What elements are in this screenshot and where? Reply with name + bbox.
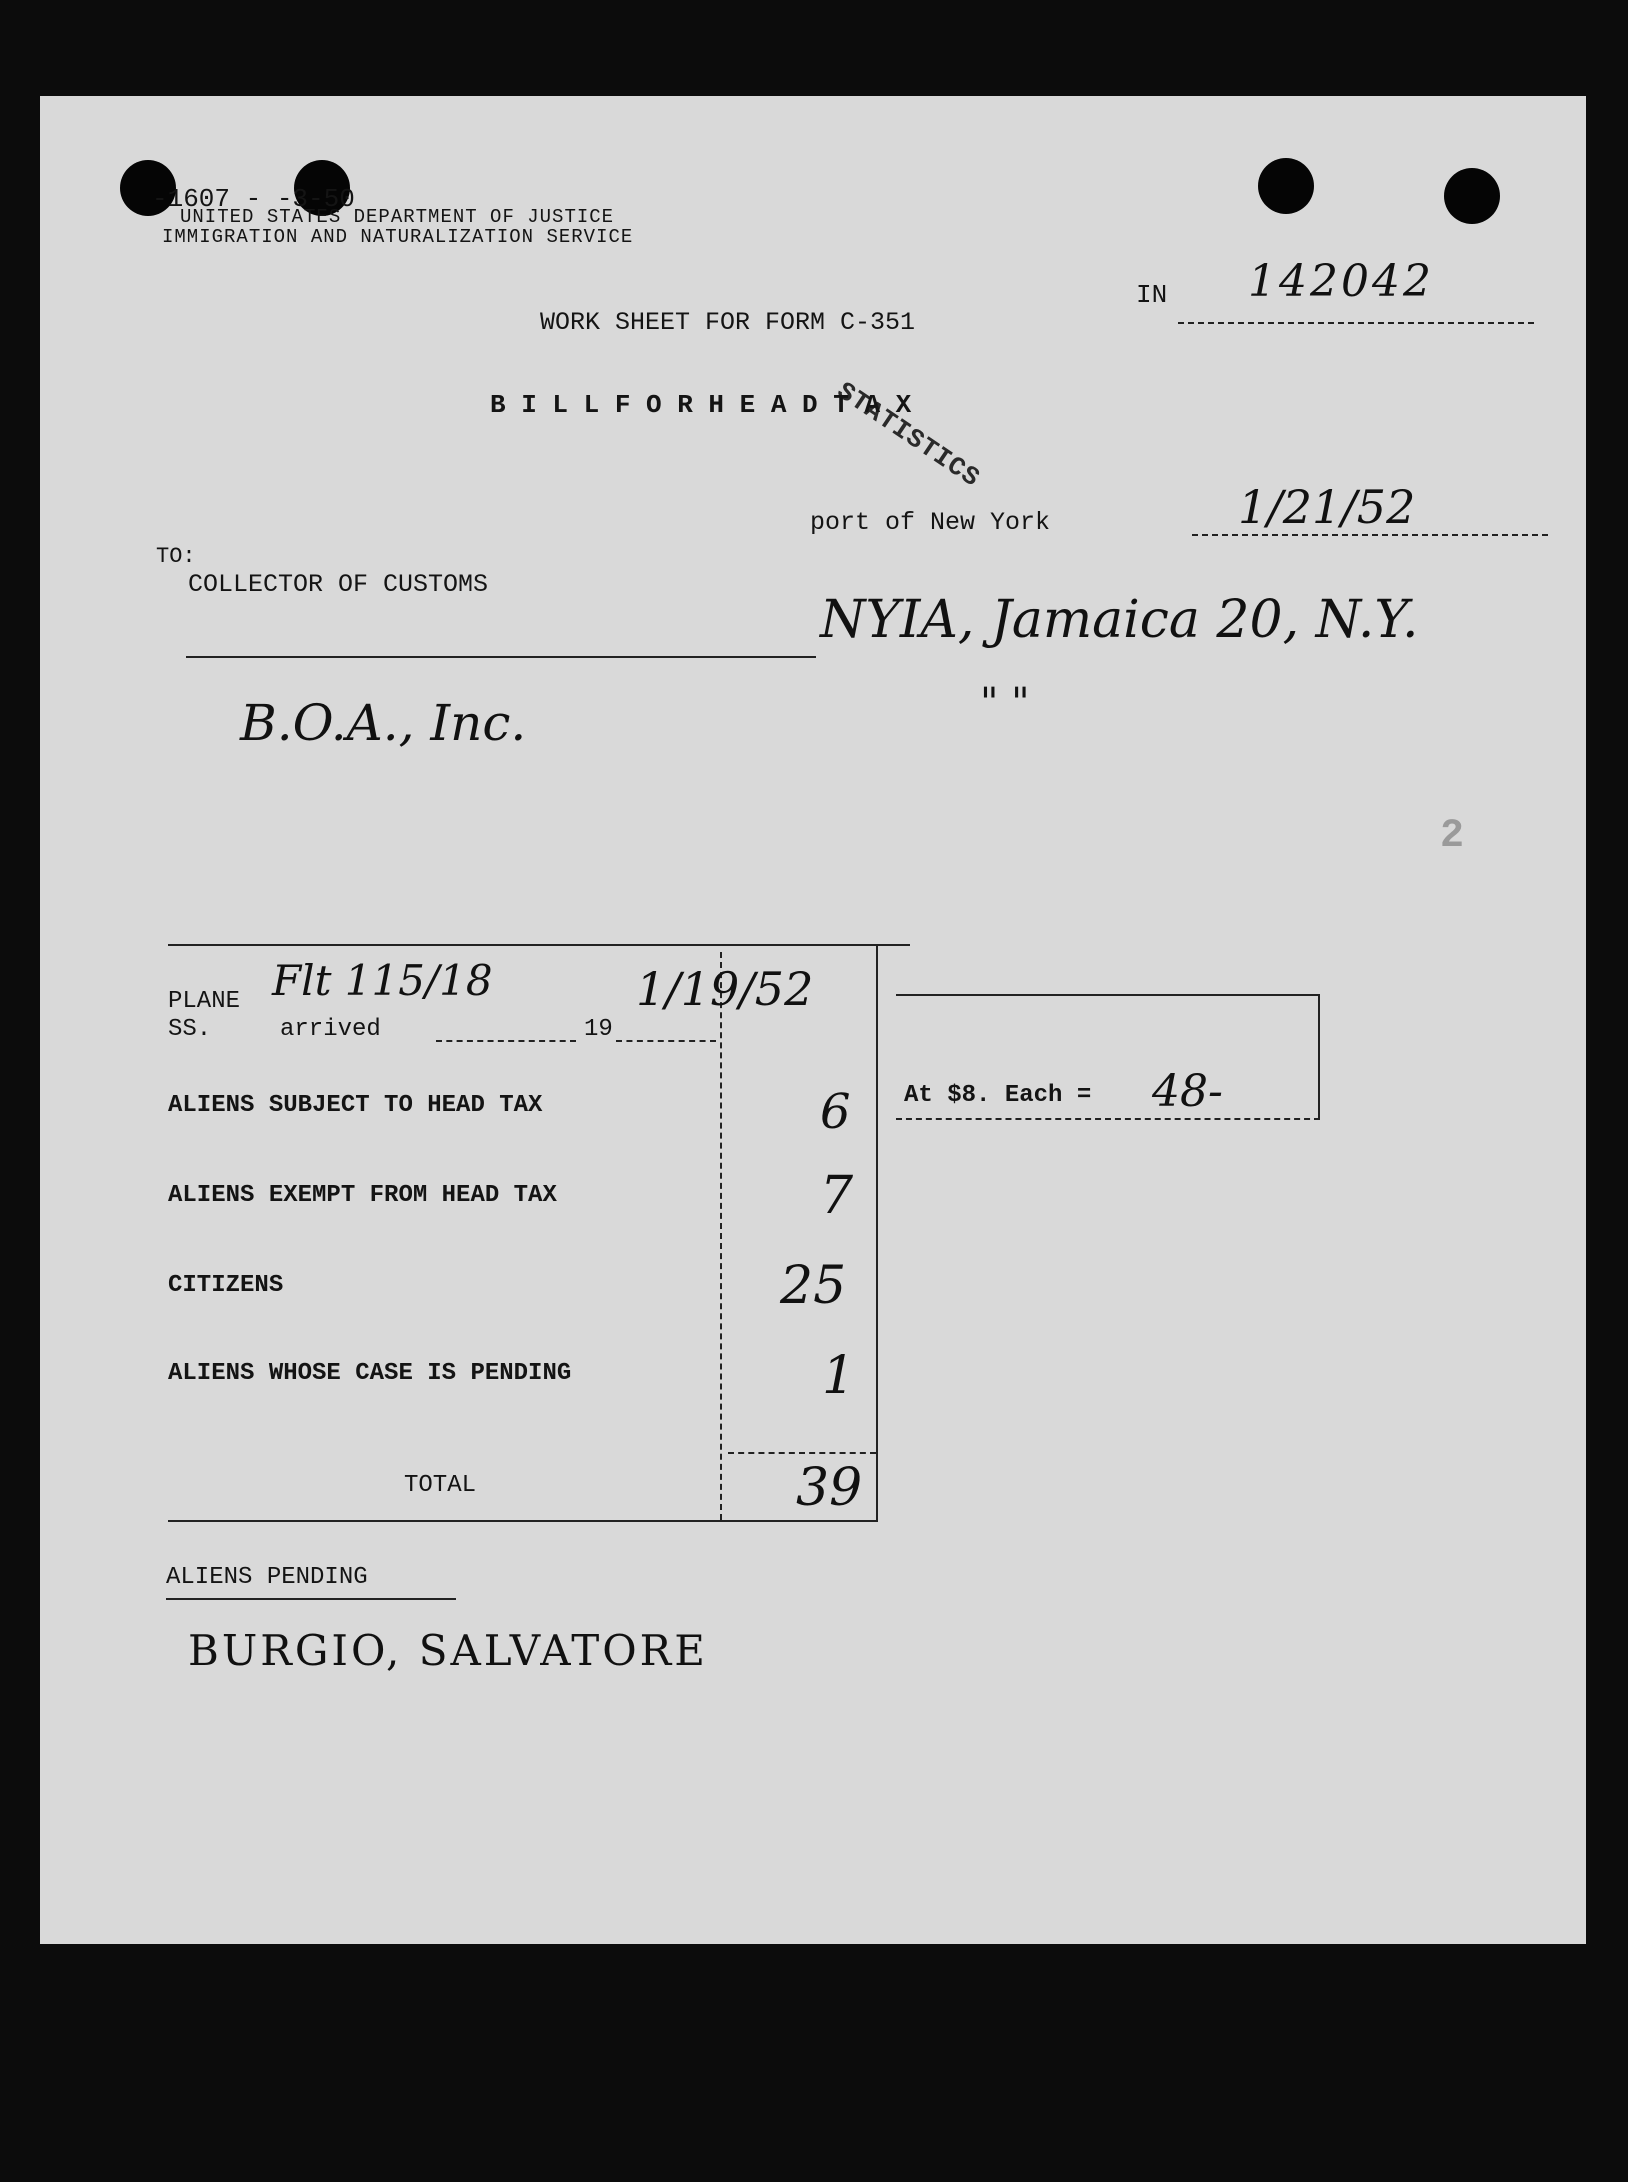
date-underline: [1192, 534, 1548, 536]
in-label: IN: [1136, 280, 1168, 310]
count-value-subject: 6: [820, 1084, 851, 1140]
table-right-border: [876, 946, 878, 1522]
tax-box-bottom: [896, 1118, 1320, 1120]
table-bottom-border: [168, 1520, 878, 1522]
margin-mark: 2: [1440, 814, 1465, 859]
tax-rate-label: At $8. Each =: [904, 1082, 1092, 1109]
arrived-year-line: [616, 1040, 716, 1042]
tax-amount: 48-: [1152, 1066, 1223, 1117]
table-top-border: [168, 944, 910, 946]
ss-label: SS.: [168, 1016, 212, 1043]
count-value-exempt: 7: [820, 1166, 854, 1226]
plane-value: Flt 115/18: [272, 956, 493, 1005]
statistics-stamp: STATISTICS: [831, 376, 986, 494]
pending-name-1: BURGIO, SALVATORE: [188, 1626, 708, 1675]
form-code: -1607 - -3-50: [152, 184, 355, 214]
plane-label: PLANE: [168, 988, 241, 1015]
year-prefix: 19: [584, 1016, 613, 1043]
punch-hole-right-2: [1444, 168, 1500, 224]
total-label: TOTAL: [404, 1472, 477, 1499]
bill-title: B I L L F O R H E A D T A X: [490, 390, 912, 420]
total-value: 39: [796, 1458, 863, 1518]
tax-box-right: [1318, 994, 1320, 1120]
count-value-citizens: 25: [780, 1256, 847, 1316]
count-value-pending: 1: [822, 1346, 856, 1406]
pending-label: ALIENS PENDING: [166, 1564, 368, 1591]
location-handwritten: NYIA, Jamaica 20, N.Y.: [820, 590, 1419, 650]
count-label-subject: ALIENS SUBJECT TO HEAD TAX: [168, 1092, 543, 1119]
agency-line-1: UNITED STATES DEPARTMENT OF JUSTICE: [180, 206, 615, 228]
worksheet-title: WORK SHEET FOR FORM C-351: [540, 308, 916, 337]
count-label-pending: ALIENS WHOSE CASE IS PENDING: [168, 1360, 572, 1387]
count-label-citizens: CITIZENS: [168, 1272, 284, 1299]
in-number-underline: [1178, 322, 1534, 324]
port-label: port of New York: [810, 508, 1051, 537]
arrival-date: 1/19/52: [636, 962, 814, 1016]
arrived-label: arrived: [280, 1016, 381, 1043]
in-number: 142042: [1248, 256, 1434, 307]
ditto-marks: " ": [980, 680, 1030, 726]
count-label-exempt: ALIENS EXEMPT FROM HEAD TAX: [168, 1182, 557, 1209]
punch-hole-right-1: [1258, 158, 1314, 214]
table-column-divider: [720, 952, 722, 1520]
pending-underline: [166, 1598, 456, 1600]
document-sheet: [40, 96, 1586, 1944]
total-divider: [728, 1452, 876, 1454]
collector-of-customs: COLLECTOR OF CUSTOMS: [188, 570, 489, 599]
carrier-handwritten: B.O.A., Inc.: [240, 694, 527, 752]
tax-box-top: [896, 994, 1320, 996]
address-line: [186, 656, 816, 658]
port-date: 1/21/52: [1238, 480, 1416, 534]
arrived-date-line: [436, 1040, 576, 1042]
to-label: TO:: [156, 544, 196, 569]
agency-line-2: IMMIGRATION AND NATURALIZATION SERVICE: [162, 226, 634, 248]
